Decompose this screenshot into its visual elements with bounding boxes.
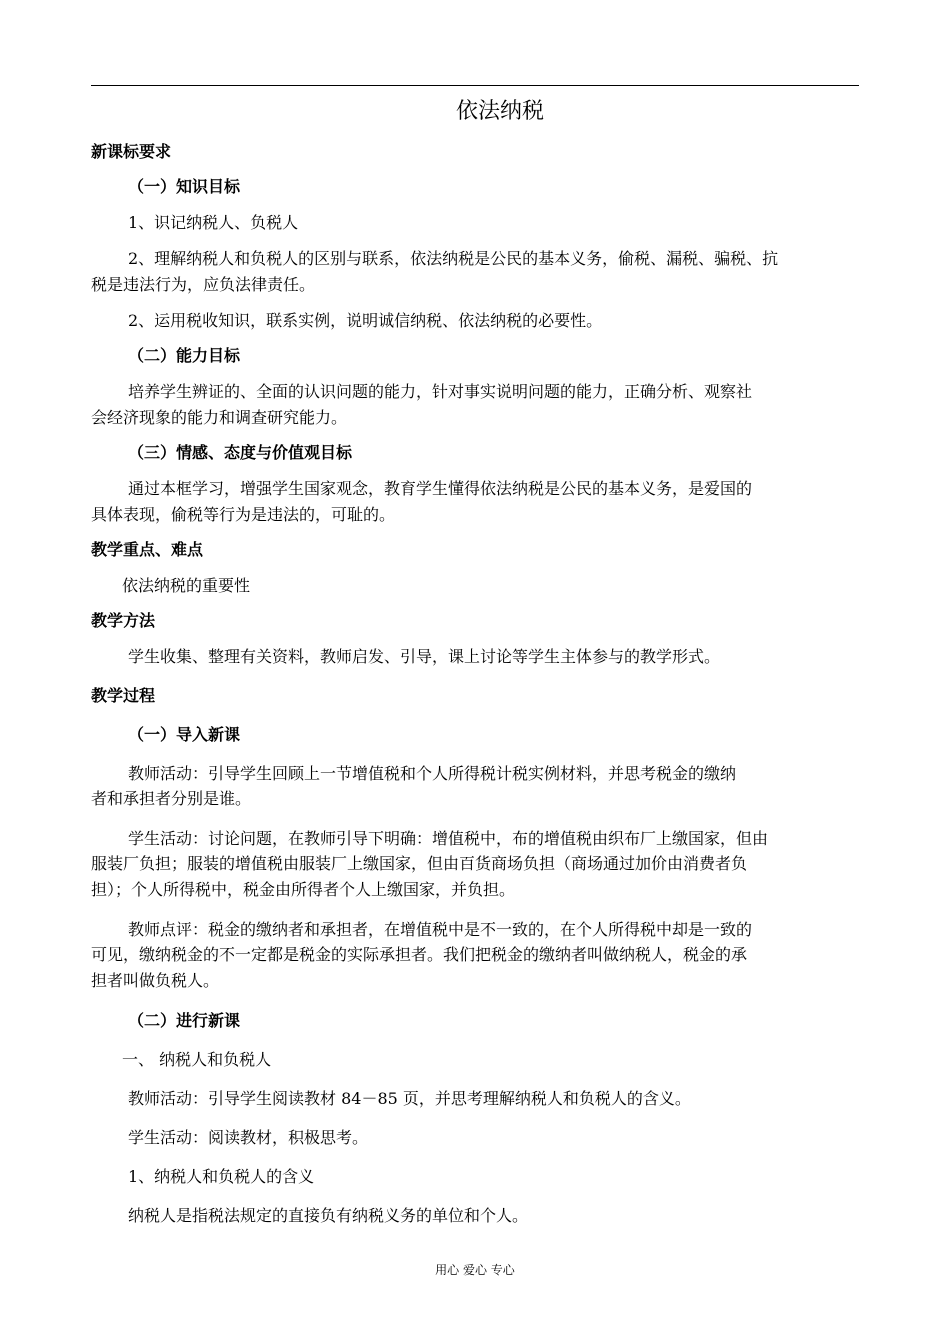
- paragraph: 具体表现，偷税等行为是违法的，可耻的。: [91, 505, 396, 524]
- paragraph: 担）；个人所得税中，税金由所得者个人上缴国家，并负担。: [91, 880, 516, 899]
- paragraph: 可见，缴纳税金的不一定都是税金的实际承担者。我们把税金的缴纳者叫做纳税人，税金的承: [91, 945, 748, 964]
- paragraph: 依法纳税的重要性: [122, 576, 251, 595]
- heading-key-points: 教学重点、难点: [91, 540, 204, 559]
- paragraph: 税是违法行为，应负法律责任。: [91, 275, 316, 294]
- paragraph: 教师活动：引导学生阅读教材 84－85 页，并思考理解纳税人和负税人的含义。: [128, 1089, 691, 1108]
- header-rule: [91, 85, 859, 86]
- heading-method: 教学方法: [91, 611, 156, 630]
- paragraph: 2、运用税收知识，联系实例，说明诚信纳税、依法纳税的必要性。: [128, 311, 603, 330]
- paragraph: 1、识记纳税人、负税人: [128, 213, 299, 232]
- paragraph: 教师活动：引导学生回顾上一节增值税和个人所得税计税实例材料，并思考税金的缴纳: [128, 764, 737, 783]
- paragraph: 担者叫做负税人。: [91, 971, 220, 990]
- heading-curriculum: 新课标要求: [91, 142, 172, 161]
- page-title: 依法纳税: [455, 99, 544, 124]
- paragraph: 1、纳税人和负税人的含义: [128, 1167, 315, 1186]
- subheading-new-lesson: （二）进行新课: [128, 1011, 241, 1030]
- subheading-values: （三）情感、态度与价值观目标: [128, 443, 353, 462]
- paragraph: 通过本框学习，增强学生国家观念，教育学生懂得依法纳税是公民的基本义务，是爱国的: [128, 479, 753, 498]
- heading-process: 教学过程: [91, 686, 156, 705]
- subheading-knowledge: （一）知识目标: [128, 177, 241, 196]
- paragraph: 学生活动：阅读教材，积极思考。: [128, 1128, 369, 1147]
- page-footer: 用心 爱心 专心: [435, 1263, 515, 1277]
- paragraph: 一、 纳税人和负税人: [122, 1050, 272, 1069]
- paragraph: 培养学生辨证的、全面的认识问题的能力，针对事实说明问题的能力，正确分析、观察社: [128, 382, 753, 401]
- paragraph: 2、理解纳税人和负税人的区别与联系，依法纳税是公民的基本义务，偷税、漏税、骗税、抗: [128, 249, 779, 268]
- paragraph: 学生活动：讨论问题，在教师引导下明确：增值税中，布的增值税由织布厂上缴国家，但由: [128, 829, 769, 848]
- paragraph: 会经济现象的能力和调查研究能力。: [91, 408, 348, 427]
- paragraph: 纳税人是指税法规定的直接负有纳税义务的单位和个人。: [128, 1206, 529, 1225]
- paragraph: 学生收集、整理有关资料，教师启发、引导，课上讨论等学生主体参与的教学形式。: [128, 647, 721, 666]
- paragraph: 教师点评：税金的缴纳者和承担者，在增值税中是不一致的，在个人所得税中却是一致的: [128, 920, 753, 939]
- subheading-ability: （二）能力目标: [128, 346, 241, 365]
- subheading-intro: （一）导入新课: [128, 725, 241, 744]
- paragraph: 服装厂负担；服装的增值税由服装厂上缴国家，但由百货商场负担（商场通过加价由消费者负: [91, 854, 748, 873]
- paragraph: 者和承担者分别是谁。: [91, 789, 252, 808]
